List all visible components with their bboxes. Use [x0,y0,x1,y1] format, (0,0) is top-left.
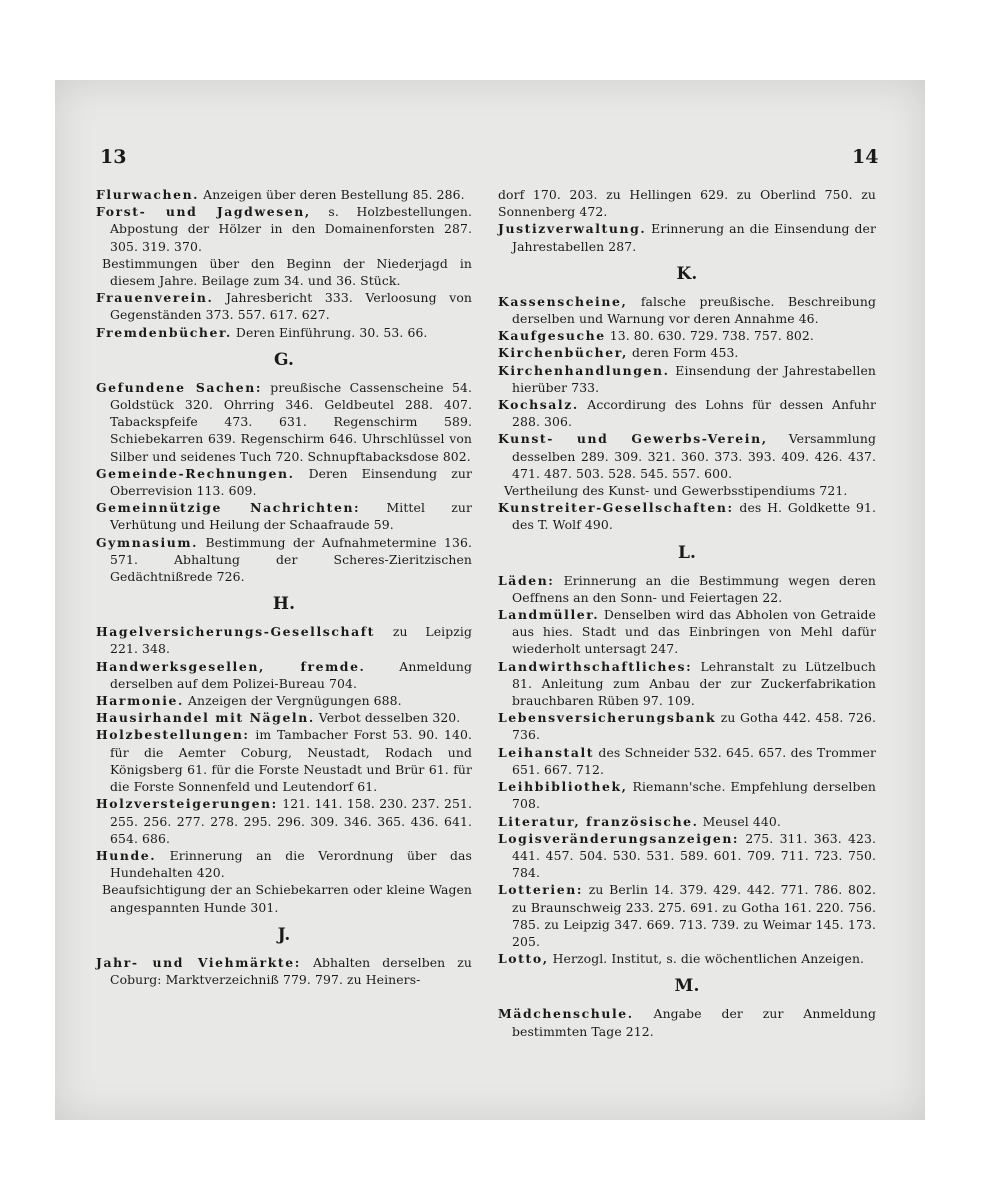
index-entry [498,1005,876,1039]
index-entry [498,950,876,967]
index-entry [498,709,876,743]
entry-text: Anzeigen über deren Bestellung 85. 286. [199,187,465,202]
entry-text: 13. 80. 630. 729. 738. 757. 802. [605,328,814,344]
entry-heading: Gefundene Sachen: [96,379,263,395]
index-entry [96,379,472,465]
index-subentry [498,482,876,499]
entry-heading: Lebensversicherungsbank [498,710,717,726]
index-entry [96,499,472,533]
index-subentry [96,881,472,915]
entry-heading: Hausirhandel mit Nägeln. [96,710,315,726]
index-entry [498,499,876,533]
entry-text: 121. 141. 158. 230. 237. 251. 255. 256. 277. 278. 295. 296. 309. 346. 365. 436. 641. 654. 686. [110,796,472,846]
index-entry [498,572,876,606]
section-letter: H. [272,594,296,615]
entry-text: s. Holzbestellungen. Abpostung der Hölzer in den Domainenforsten 287. 305. 319. 370. [110,204,472,254]
entry-heading: Läden: [498,572,555,588]
entry-text: 275. 311. 363. 423. 441. 457. 504. 530. 531. 589. 601. 709. 711. 723. 750. 784. [512,830,876,881]
entry-text: Riemann'sche. Empfehlung derselben 708. [512,779,876,812]
entry-text: im Tambacher Forst 53. 90. 140. für die Aemter Coburg, Neustadt, Rodach und Königsberg 61. für die Forste Neustadt und Brür 61. für die Forste Sonnenfeld und Leutendorf 61. [110,727,472,795]
entry-heading: Hagelversicherungs-Gesellschaft [96,624,375,640]
index-column-left [96,186,472,988]
entry-heading: Logisveränderungsanzeigen: [498,830,740,846]
entry-heading: Kassenscheine, [498,293,628,309]
entry-text: Jahresbericht 333. Verloosung von Gegenständen 373. 557. 617. 627. [110,290,472,323]
entry-text: zu Leipzig 221. 348. [110,624,472,657]
entry-heading: Kunstreiter-Gesellschaften: [498,500,734,516]
entry-heading: Kunst- und Gewerbs-Verein, [498,431,768,447]
index-entry [96,534,472,586]
index-entry [96,795,472,847]
entry-text: Vertheilung des Kunst- und Gewerbsstipendiums 721. [504,483,848,499]
entry-text: Bestimmung der Aufnahmetermine 136. 571. Abhaltung der Scheres-Zieritzischen Gedächtnißrede 726. [110,534,472,585]
entry-heading: Handwerksgesellen, fremde. [96,658,366,674]
entry-text: Accordirung des Lohns für dessen Anfuhr 288. 306. [512,397,876,430]
entry-text: des Schneider 532. 645. 657. des Trommer 651. 667. 712. [512,744,876,777]
entry-heading: Kochsalz. [498,397,579,413]
index-entry [96,954,472,988]
index-entry [96,709,472,726]
index-entry [96,692,472,709]
section-letter: J. [277,924,291,945]
index-entry [498,362,876,396]
entry-text: Einsendung der Jahrestabellen hierüber 733. [512,362,876,395]
entry-text: Angabe der zur Anmeldung bestimmten Tage 212. [512,1006,876,1039]
index-entry [96,203,472,255]
entry-text: dorf 170. 203. zu Hellingen 629. zu Oberlind 750. zu Sonnenberg 472. [498,187,876,220]
entry-heading: Gemeinnützige Nachrichten: [96,500,361,516]
entry-heading: Mädchenschule. [498,1006,634,1022]
entry-heading: Jahr- und Viehmärkte: [96,954,301,970]
entry-heading: Justizverwaltung. [498,221,647,237]
entry-text: Anmeldung derselben auf dem Polizei-Bureau 704. [110,658,472,691]
index-entry [498,396,876,430]
entry-heading: Lotterien: [498,882,584,898]
index-entry [498,881,876,950]
index-entry [96,726,472,795]
section-letter: K. [676,263,698,284]
entry-text: Meusel 440. [698,813,781,829]
page-number-right: 14 [852,146,879,168]
entry-heading: Kirchenhandlungen. [498,362,670,378]
index-entry [498,658,876,710]
index-entry [96,623,472,657]
entry-text: Herzogl. Institut, s. die wöchentlichen Anzeigen. [548,951,865,967]
index-entry [498,778,876,812]
section-letter: G. [273,349,295,370]
entry-text: Verbot desselben 320. [314,710,461,726]
entry-text: Erinnerung an die Verordnung über das Hundehalten 420. [110,847,472,881]
index-entry [96,289,472,323]
index-entry [498,327,876,344]
entry-heading: Holzbestellungen: [96,727,250,743]
entry-heading: Kirchenbücher, [498,345,628,361]
entry-text: Mittel zur Verhütung und Heilung der Schaafraude 59. [110,500,472,533]
index-column-right [498,186,876,1040]
index-entry [96,465,472,499]
entry-heading: Literatur, französische. [498,813,699,829]
entry-text: Lehranstalt zu Lützelbuch 81. Anleitung zum Anbau der zur Zuckerfabrikation brauchbaren Rüben 97. 109. [512,658,876,709]
entry-heading: Kaufgesuche [498,328,606,344]
entry-heading: Harmonie. [96,693,184,709]
entry-heading: Gymnasium. [96,534,199,550]
entry-heading: Leihbibliothek, [498,779,628,795]
index-entry [498,186,876,220]
entry-text: falsche preußische. Beschreibung derselben und Warnung vor deren Annahme 46. [512,293,876,327]
entry-heading: Landmüller. [498,607,600,623]
index-entry [498,744,876,778]
page-number-left: 13 [100,146,127,168]
section-letter: L. [677,542,697,563]
index-entry [498,606,876,658]
entry-text: zu Gotha 442. 458. 726. 736. [512,710,876,743]
entry-heading: Frauenverein. [96,290,214,306]
entry-text: Denselben wird das Abholen von Getraide aus hies. Stadt und das Einbringen von Mehl dafür wiederholt untersagt 247. [512,607,876,657]
entry-text: Deren Einführung. 30. 53. 66. [231,324,428,340]
index-entry [96,658,472,692]
index-entry [96,324,472,341]
entry-heading: Fremdenbücher. [96,324,232,340]
index-entry [498,813,876,830]
entry-text: Versammlung desselben 289. 309. 321. 360. 373. 393. 409. 426. 437. 471. 487. 503. 528. 545. 557. 600. [512,431,876,481]
entry-text: zu Berlin 14. 379. 429. 442. 771. 786. 802. zu Braunschweig 233. 275. 691. zu Gotha 161. 220. 756. 785. zu Leipzig 347. 669. 713. 739. zu Weimar 145. 173. 205. [512,882,876,949]
entry-heading: Hunde. [96,847,157,863]
entry-text: Erinnerung an die Bestimmung wegen deren Oeffnens an den Sonn- und Feiertagen 22. [512,572,876,605]
entry-text: deren Form 453. [627,345,739,361]
index-subentry [96,255,472,289]
entry-heading: Landwirthschaftliches: [498,658,693,674]
index-entry [498,220,876,254]
index-entry [498,293,876,327]
entry-text: des H. Goldkette 91. des T. Wolf 490. [512,500,876,533]
entry-heading: Holzversteigerungen: [96,796,278,812]
index-entry [96,847,472,881]
entry-heading: Forst- und Jagdwesen, [96,204,311,220]
index-entry [498,830,876,882]
entry-text: Bestimmungen über den Beginn der Niederjagd in diesem Jahre. Beilage zum 34. und 36. Stück. [102,255,472,289]
entry-text: Beaufsichtigung der an Schiebekarren oder kleine Wagen angespannten Hunde 301. [102,882,472,915]
index-entry [498,344,876,361]
entry-text: Deren Einsendung zur Oberrevision 113. 609. [110,465,472,499]
entry-heading: Gemeinde-Rechnungen. [96,465,295,481]
entry-text: preußische Cassenscheine 54. Goldstück 320. Ohrring 346. Geldbeutel 288. 407. Tabackspfeife 473. 631. Regenschirm 589. Schiebekarren 639. Regenschirm 646. Uhrschlüssel von Silber und seidenes Tuch 720. Schnupftabacksdose 802. [110,379,472,464]
entry-heading: Flurwachen. [96,187,200,202]
index-entry [96,186,472,203]
entry-heading: Lotto, [498,951,549,967]
entry-text: Abhalten derselben zu Coburg: Marktverzeichniß 779. 797. zu Heiners- [110,954,472,987]
entry-text: Anzeigen der Vergnügungen 688. [183,693,402,709]
index-entry [498,430,876,482]
section-letter: M. [674,976,700,997]
entry-heading: Leihanstalt [498,744,595,760]
entry-text: Erinnerung an die Einsendung der Jahrestabellen 287. [512,221,876,254]
